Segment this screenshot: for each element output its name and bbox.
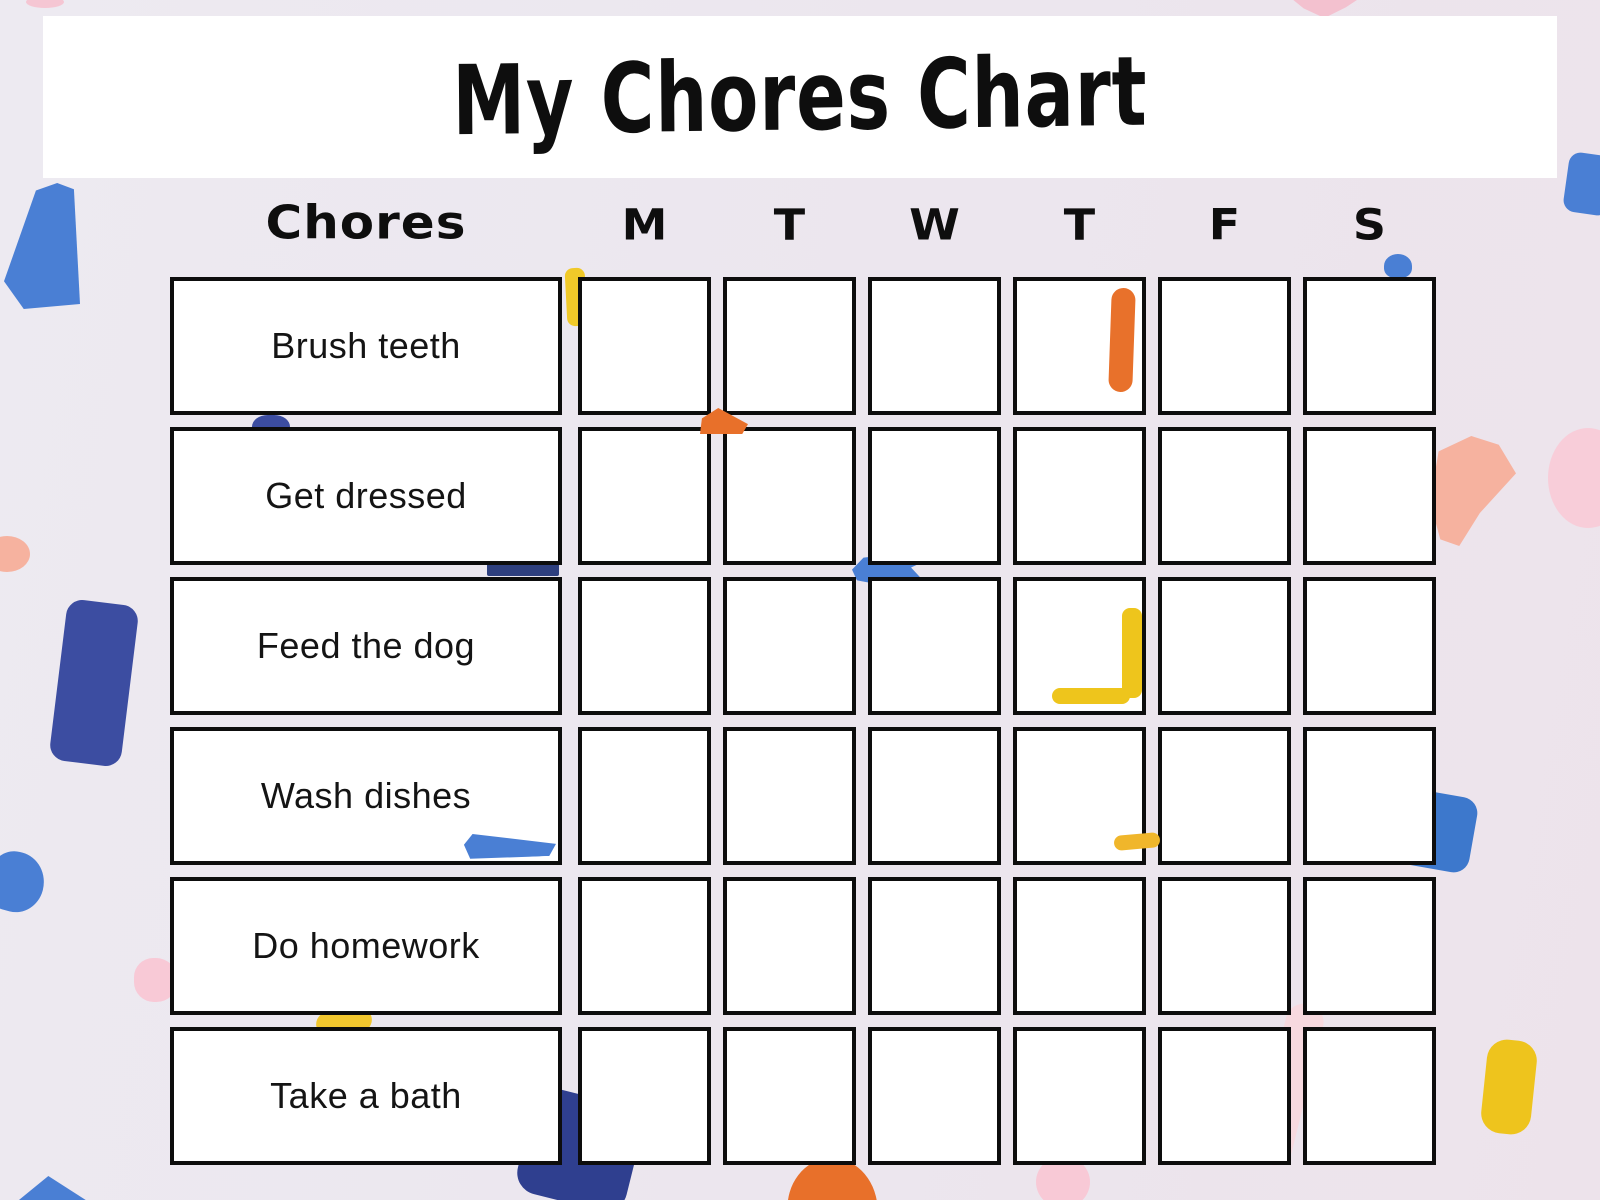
table-row: [170, 877, 1436, 1015]
table-row: [170, 277, 1436, 415]
confetti-yellow-bar-icon: [1479, 1038, 1539, 1137]
confetti-blue-triangle-icon: [0, 1176, 120, 1200]
chore-checkbox[interactable]: [1013, 1027, 1146, 1165]
chore-checkbox[interactable]: [1158, 427, 1291, 565]
chore-checkbox[interactable]: [578, 277, 711, 415]
confetti-orange-bar-icon: [1108, 288, 1136, 393]
chore-checkbox[interactable]: [868, 1027, 1001, 1165]
chore-checkbox[interactable]: [868, 577, 1001, 715]
day-header-monday: M: [621, 200, 668, 250]
chore-label-box: [170, 427, 562, 565]
chore-label: Brush teeth: [271, 325, 461, 366]
title-banner: [43, 16, 1557, 178]
chore-checkbox[interactable]: [868, 877, 1001, 1015]
chore-label: Do homework: [252, 925, 480, 966]
chore-checkbox[interactable]: [1158, 277, 1291, 415]
chore-checkbox[interactable]: [578, 427, 711, 565]
chore-checkbox[interactable]: [868, 427, 1001, 565]
confetti-salmon-polygon-icon: [1430, 436, 1516, 546]
grid-header-row: [170, 196, 1436, 252]
chore-checkbox[interactable]: [1158, 727, 1291, 865]
chore-checkbox[interactable]: [578, 727, 711, 865]
day-header-thursday: T: [1063, 200, 1096, 250]
confetti-pink-circle-icon: [1548, 428, 1600, 528]
table-row: [170, 1027, 1436, 1165]
chore-checkbox[interactable]: [723, 577, 856, 715]
chore-checkbox[interactable]: [1303, 277, 1436, 415]
day-header-tuesday: T: [773, 200, 806, 250]
confetti-yellow-bar-icon: [1122, 608, 1142, 698]
chores-grid: [170, 196, 1436, 1177]
chore-checkbox[interactable]: [1303, 727, 1436, 865]
table-row: [170, 427, 1436, 565]
chore-checkbox[interactable]: [723, 877, 856, 1015]
chore-checkbox[interactable]: [1158, 577, 1291, 715]
chore-label-box: [170, 277, 562, 415]
page-title: My Chores Chart: [452, 36, 1148, 158]
chore-checkbox[interactable]: [723, 427, 856, 565]
chore-label-box: [170, 577, 562, 715]
chore-checkbox[interactable]: [723, 727, 856, 865]
chore-checkbox[interactable]: [1013, 877, 1146, 1015]
confetti-navy-bar-icon: [48, 598, 139, 768]
table-row: [170, 727, 1436, 865]
chores-column-header: Chores: [265, 196, 467, 250]
chore-checkbox[interactable]: [1013, 427, 1146, 565]
chore-checkbox[interactable]: [1303, 877, 1436, 1015]
chore-checkbox[interactable]: [1158, 877, 1291, 1015]
day-header-friday: F: [1208, 200, 1241, 250]
confetti-blue-square-icon: [1562, 151, 1600, 217]
chore-label: Get dressed: [265, 475, 467, 516]
chore-checkbox[interactable]: [578, 1027, 711, 1165]
confetti-yellow-bar-icon: [1052, 688, 1130, 704]
chore-checkbox[interactable]: [578, 577, 711, 715]
confetti-pink-blob-icon: [26, 0, 64, 8]
chore-checkbox[interactable]: [868, 727, 1001, 865]
chore-label-box: [170, 1027, 562, 1165]
chore-checkbox[interactable]: [868, 277, 1001, 415]
chore-label: Wash dishes: [260, 775, 472, 816]
chore-checkbox[interactable]: [1303, 1027, 1436, 1165]
confetti-blue-blob-icon: [0, 846, 51, 918]
chore-checkbox[interactable]: [723, 277, 856, 415]
confetti-salmon-blob-icon: [0, 536, 30, 572]
chore-checkbox[interactable]: [1158, 1027, 1291, 1165]
chore-checkbox[interactable]: [578, 877, 711, 1015]
chore-label: Feed the dog: [256, 625, 476, 666]
chore-label: Take a bath: [270, 1075, 462, 1116]
day-header-saturday: S: [1352, 200, 1387, 250]
day-header-wednesday: W: [909, 200, 960, 250]
table-row: [170, 577, 1436, 715]
confetti-blue-triangle-icon: [4, 183, 80, 309]
chore-checkbox[interactable]: [723, 1027, 856, 1165]
chore-checkbox[interactable]: [1303, 577, 1436, 715]
chore-checkbox[interactable]: [1303, 427, 1436, 565]
chore-label-box: [170, 877, 562, 1015]
